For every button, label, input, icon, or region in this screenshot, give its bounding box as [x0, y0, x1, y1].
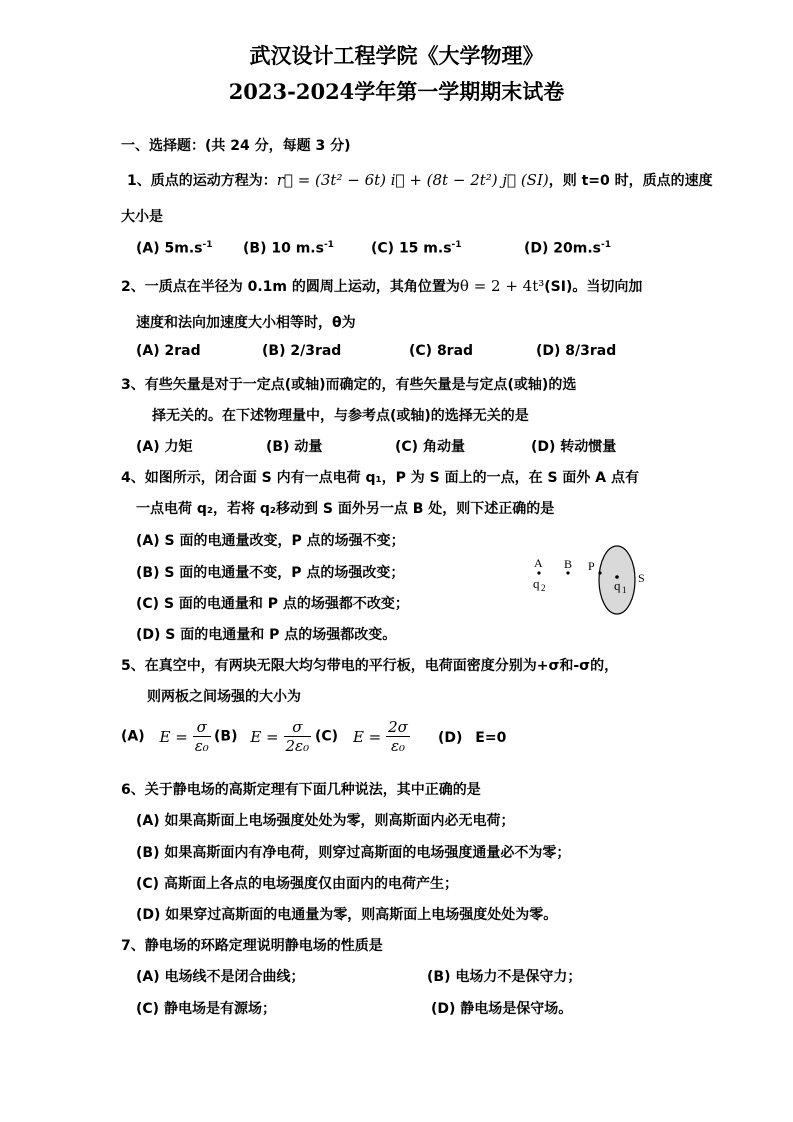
question-5-line1: 5、在真空中，有两块无限大均匀带电的平行板，电荷面密度分别为+σ和-σ的， [121, 658, 619, 674]
q1-option-b: (B) 10 $m.s^{-1}$ [243, 240, 334, 257]
question-7-line1: 7、静电场的环路定理说明静电场的性质是 [121, 938, 383, 954]
q6-option-a: (A) 如果高斯面上电场强度处处为零，则高斯面内必无电荷； [136, 813, 515, 829]
question-4-line2: 一点电荷 q₂，若将 q₂移动到 S 面外另一点 B 处，则下述正确的是 [136, 501, 555, 517]
q4-option-c: (C) S 面的电通量和 P 点的场强都不改变； [136, 596, 409, 612]
gauss-surface-figure [528, 540, 658, 620]
q7-option-d: (D) 静电场是保守场。 [431, 1001, 573, 1017]
q1-option-d: (D) $20m.s^{-1}$ [524, 240, 612, 257]
q7-option-c: (C) 静电场是有源场； [136, 1001, 276, 1017]
point-b [566, 571, 569, 574]
point-p [598, 571, 601, 574]
question-2-line1 [121, 276, 642, 296]
q1-suffix: ，则 t=0 时，质点的速度 [548, 173, 713, 189]
question-6-line1: 6、关于静电场的高斯定理有下面几种说法，其中正确的是 [121, 782, 481, 798]
q1-formula: r⃗ = (3t² − 6t) i⃗ + (8t − 2t²) j⃗ (SI) [276, 171, 549, 189]
section-heading: 一、选择题：(共 24 分，每题 3 分) [121, 138, 351, 154]
label-s: S [638, 571, 645, 585]
q6-option-b: (B) 如果高斯面内有净电荷，则穿过高斯面的电场强度通量必不为零； [136, 845, 571, 861]
q1-prefix: 1、质点的运动方程为： [127, 173, 277, 189]
q5-option-b: (B) E = $\frac{\sigma}{\text{2ε₀}}$ [214, 718, 310, 755]
q2-option-d: (D) 8/3rad [536, 343, 617, 359]
question-2-line2: 速度和法向加速度大小相等时，θ为 [136, 315, 356, 331]
exam-title-line1: 武汉设计工程学院《大学物理》 [249, 43, 544, 68]
q1-option-a: (A) $5m.s^{-1}$ [136, 240, 213, 257]
q2-option-b: (B) 2/3rad [262, 343, 342, 359]
q2-suffix: (SI)。当切向加 [544, 279, 643, 295]
question-4-line1: 4、如图所示，闭合面 S 内有一点电荷 q₁，P 为 S 面上的一点，在 S 面外 A 点有 [121, 470, 639, 486]
q7-option-a: (A) 电场线不是闭合曲线； [136, 969, 305, 985]
question-3-line1: 3、有些矢量是对于一定点(或轴)而确定的，有些矢量是与定点(或轴)的选 [121, 377, 577, 393]
q4-option-a: (A) S 面的电通量改变，P 点的场强不变； [136, 533, 405, 549]
q3-option-d: (D) 转动惯量 [531, 439, 617, 455]
exam-title-line2: 2023-2024学年第一学期期末试卷 [228, 79, 565, 104]
q6-option-d: (D) 如果穿过高斯面的电通量为零，则高斯面上电场强度处处为零。 [136, 907, 558, 923]
q3-option-a: (A) 力矩 [136, 439, 193, 455]
q2-option-c: (C) 8rad [409, 343, 474, 359]
q1-option-c: (C) 15 $m.s^{-1}$ [371, 240, 462, 257]
label-a: A [534, 556, 543, 570]
q7-option-b: (B) 电场力不是保守力； [427, 969, 582, 985]
q2-option-a: (A) 2rad [136, 343, 201, 359]
label-q1-sub: 1 [622, 585, 627, 595]
label-q2: q [533, 576, 540, 591]
question-5-line2: 则两板之间场强的大小为 [147, 689, 301, 705]
question-1-line2: 大小是 [121, 209, 163, 225]
label-b: B [564, 557, 573, 571]
q2-formula: θ = 2 + 4t³ [459, 277, 545, 295]
point-a [537, 571, 540, 574]
q5-option-d: (D) E=0 [438, 730, 507, 746]
q2-prefix: 2、一质点在半径为 0.1m 的圆周上运动，其角位置为 [121, 279, 460, 295]
q4-option-b: (B) S 面的电通量不变，P 点的场强改变； [136, 565, 405, 581]
question-1-line1 [127, 170, 713, 190]
label-q1: q [614, 578, 621, 593]
question-3-line2: 择无关的。在下述物理量中，与参考点(或轴)的选择无关的是 [152, 408, 529, 424]
q6-option-c: (C) 高斯面上各点的电场强度仅由面内的电荷产生； [136, 876, 458, 892]
q5-option-a: (A) E = $\frac{\sigma}{\text{ε₀}}$ [121, 718, 209, 755]
q3-option-b: (B) 动量 [266, 439, 323, 455]
q4-option-d: (D) S 面的电通量和 P 点的场强都改变。 [136, 627, 397, 643]
q3-option-c: (C) 角动量 [395, 439, 465, 455]
q5-option-c: (C) E = $\frac{2\sigma}{\text{ε₀}}$ [315, 718, 408, 755]
label-q2-sub: 2 [541, 583, 546, 593]
label-p: P [588, 559, 595, 573]
